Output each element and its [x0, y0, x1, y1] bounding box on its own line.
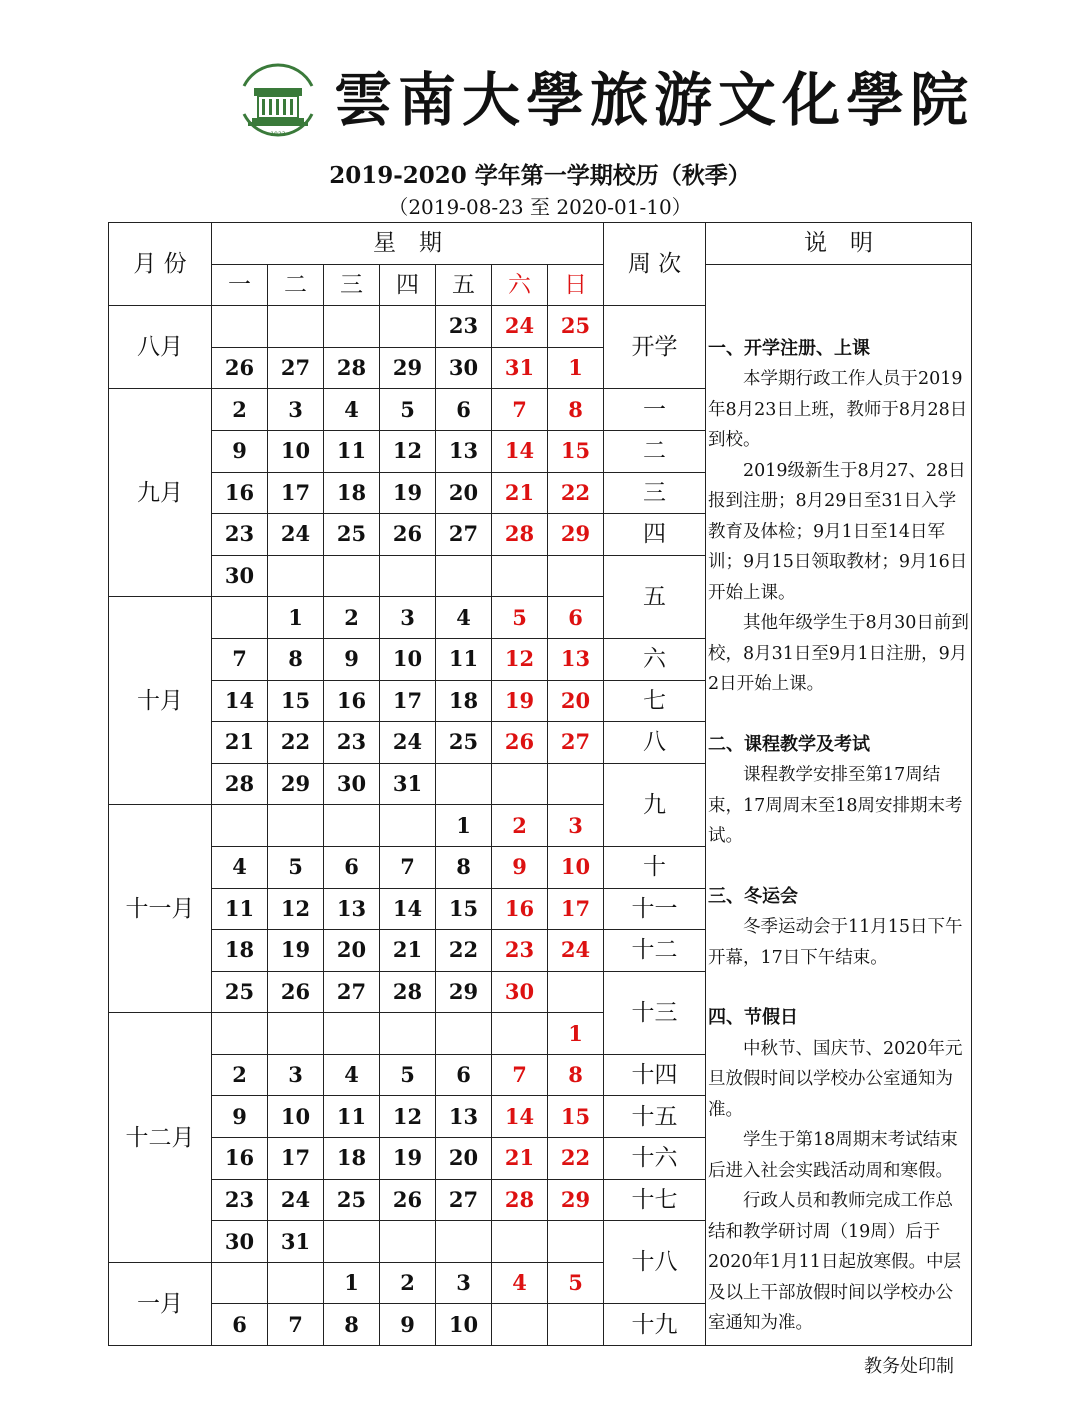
day-cell: 14	[380, 888, 436, 930]
day-cell	[492, 1221, 548, 1263]
day-cell	[548, 763, 604, 805]
day-cell: 26	[380, 1179, 436, 1221]
week-number: 六	[604, 638, 706, 680]
day-cell: 31	[380, 763, 436, 805]
day-cell: 3	[268, 389, 324, 431]
day-cell: 28	[212, 763, 268, 805]
week-number: 四	[604, 514, 706, 556]
notes-section-title: 一、开学注册、上课	[708, 337, 870, 359]
weekday-header-row	[109, 264, 972, 306]
day-cell: 19	[268, 930, 324, 972]
week-number: 二	[604, 430, 706, 472]
day-cell: 13	[436, 430, 492, 472]
day-cell: 8	[268, 638, 324, 680]
day-cell: 26	[268, 971, 324, 1013]
weekday-header: 五	[436, 264, 492, 306]
notes-paragraph: 课程教学安排至第17周结束，17周周末至18周安排期末考试。	[708, 765, 963, 847]
day-cell: 2	[212, 1054, 268, 1096]
day-cell: 15	[268, 680, 324, 722]
day-cell: 15	[548, 430, 604, 472]
day-cell	[324, 805, 380, 847]
day-cell: 14	[492, 1096, 548, 1138]
weekday-header: 一	[212, 264, 268, 306]
day-cell: 8	[548, 1054, 604, 1096]
day-cell: 5	[380, 1054, 436, 1096]
day-cell: 26	[212, 347, 268, 389]
day-cell: 5	[548, 1262, 604, 1304]
day-cell: 11	[324, 1096, 380, 1138]
day-cell: 2	[212, 389, 268, 431]
day-cell: 13	[548, 638, 604, 680]
day-cell: 1	[436, 805, 492, 847]
day-cell: 29	[548, 1179, 604, 1221]
day-cell: 4	[492, 1262, 548, 1304]
day-cell: 25	[324, 1179, 380, 1221]
day-cell	[548, 555, 604, 597]
week-number: 十六	[604, 1138, 706, 1180]
day-cell: 28	[492, 514, 548, 556]
day-cell: 31	[268, 1221, 324, 1263]
week-number: 五	[604, 555, 706, 638]
day-cell: 14	[212, 680, 268, 722]
day-cell: 21	[492, 1138, 548, 1180]
day-cell: 8	[548, 389, 604, 431]
date-range: （2019-08-23 至 2020-01-10）	[388, 195, 692, 219]
day-cell: 9	[212, 430, 268, 472]
school-calendar-table	[108, 222, 972, 1346]
day-cell: 7	[492, 389, 548, 431]
day-cell: 28	[324, 347, 380, 389]
month-label: 十二月	[109, 1013, 212, 1263]
day-cell: 21	[380, 930, 436, 972]
notes-paragraph: 行政人员和教师完成工作总结和教学研讨周（19周）后于2020年1月11日起放寒假。中层及以上干部放假时间以学校办公室通知为准。	[708, 1191, 961, 1334]
day-cell	[268, 1013, 324, 1055]
day-cell	[212, 306, 268, 348]
day-cell: 3	[268, 1054, 324, 1096]
week-number: 一	[604, 389, 706, 431]
day-cell: 7	[380, 846, 436, 888]
day-cell: 23	[492, 930, 548, 972]
day-cell: 16	[324, 680, 380, 722]
weekday-header: 三	[324, 264, 380, 306]
day-cell: 24	[268, 1179, 324, 1221]
day-cell: 10	[436, 1304, 492, 1346]
day-cell: 25	[436, 722, 492, 764]
day-cell: 25	[324, 514, 380, 556]
week-number: 十四	[604, 1054, 706, 1096]
day-cell: 26	[492, 722, 548, 764]
day-cell: 20	[324, 930, 380, 972]
day-cell: 24	[380, 722, 436, 764]
day-cell	[212, 1013, 268, 1055]
calendar-row	[109, 306, 972, 348]
day-cell: 24	[268, 514, 324, 556]
day-cell	[436, 1013, 492, 1055]
day-cell	[268, 805, 324, 847]
notes-paragraph: 本学期行政工作人员于2019年8月23日上班，教师于8月28日到校。	[708, 369, 968, 451]
day-cell	[380, 555, 436, 597]
day-cell: 25	[212, 971, 268, 1013]
day-cell: 5	[268, 846, 324, 888]
day-cell: 4	[436, 597, 492, 639]
day-cell: 3	[436, 1262, 492, 1304]
page-title: 2019-2020 学年第一学期校历（秋季）	[329, 162, 751, 189]
week-number: 八	[604, 722, 706, 764]
day-cell: 24	[548, 930, 604, 972]
day-cell: 20	[436, 472, 492, 514]
notes-paragraph: 2019级新生于8月27、28日报到注册；8月29日至31日入学教育及体检；9月1日至14日军训；9月15日领取教材；9月16日开始上课。	[708, 460, 968, 603]
day-cell: 27	[436, 1179, 492, 1221]
weekday-header: 日	[548, 264, 604, 306]
month-label: 十一月	[109, 805, 212, 1013]
day-cell: 20	[548, 680, 604, 722]
day-cell: 9	[212, 1096, 268, 1138]
day-cell: 29	[380, 347, 436, 389]
day-cell: 6	[548, 597, 604, 639]
day-cell: 1	[548, 1013, 604, 1055]
notes-paragraph: 冬季运动会于11月15日下午开幕，17日下午结束。	[708, 917, 963, 968]
day-cell	[268, 555, 324, 597]
day-cell: 17	[268, 472, 324, 514]
day-cell: 4	[324, 389, 380, 431]
day-cell: 23	[324, 722, 380, 764]
day-cell: 12	[380, 1096, 436, 1138]
day-cell	[268, 306, 324, 348]
day-cell: 11	[324, 430, 380, 472]
day-cell	[212, 1262, 268, 1304]
day-cell	[492, 763, 548, 805]
day-cell: 12	[380, 430, 436, 472]
day-cell: 25	[548, 306, 604, 348]
day-cell: 23	[212, 514, 268, 556]
day-cell: 2	[324, 597, 380, 639]
day-cell: 22	[548, 1138, 604, 1180]
day-cell	[380, 306, 436, 348]
day-cell: 11	[212, 888, 268, 930]
day-cell: 17	[548, 888, 604, 930]
day-cell: 12	[492, 638, 548, 680]
notes-section-title: 四、节假日	[708, 1007, 798, 1029]
day-cell: 12	[268, 888, 324, 930]
day-cell: 6	[324, 846, 380, 888]
day-cell	[324, 1013, 380, 1055]
day-cell: 7	[212, 638, 268, 680]
day-cell: 10	[268, 430, 324, 472]
day-cell: 8	[324, 1304, 380, 1346]
day-cell: 6	[212, 1304, 268, 1346]
week-number: 七	[604, 680, 706, 722]
day-cell: 30	[212, 1221, 268, 1263]
day-cell: 2	[380, 1262, 436, 1304]
school-name: 雲南大學旅游文化學院	[334, 66, 975, 134]
day-cell	[492, 555, 548, 597]
day-cell: 1	[324, 1262, 380, 1304]
page-header	[230, 52, 975, 148]
day-cell: 27	[324, 971, 380, 1013]
university-seal-icon	[230, 52, 326, 148]
day-cell: 29	[548, 514, 604, 556]
day-cell: 15	[548, 1096, 604, 1138]
day-cell: 14	[492, 430, 548, 472]
day-cell: 22	[268, 722, 324, 764]
notes-paragraph: 学生于第18周期末考试结束后进入社会实践活动周和寒假。	[708, 1130, 958, 1181]
day-cell: 22	[548, 472, 604, 514]
day-cell: 21	[212, 722, 268, 764]
notes-column-header: 说 明	[706, 223, 972, 265]
week-number: 十二	[604, 930, 706, 972]
day-cell	[380, 1013, 436, 1055]
week-number: 开学	[604, 306, 706, 389]
day-cell: 30	[212, 555, 268, 597]
day-cell: 3	[380, 597, 436, 639]
day-cell: 13	[436, 1096, 492, 1138]
day-cell: 22	[436, 930, 492, 972]
day-cell: 1	[268, 597, 324, 639]
month-label: 十月	[109, 597, 212, 805]
day-cell: 15	[436, 888, 492, 930]
day-cell	[436, 763, 492, 805]
day-cell: 19	[492, 680, 548, 722]
weekday-header: 二	[268, 264, 324, 306]
day-cell: 3	[548, 805, 604, 847]
day-cell: 10	[548, 846, 604, 888]
day-cell: 4	[212, 846, 268, 888]
day-cell	[548, 971, 604, 1013]
day-cell	[212, 597, 268, 639]
day-cell: 28	[380, 971, 436, 1013]
notes-section-title: 二、课程教学及考试	[708, 733, 870, 755]
week-column-header: 周 次	[604, 223, 706, 306]
month-label: 八月	[109, 306, 212, 389]
day-cell: 20	[436, 1138, 492, 1180]
week-number: 十一	[604, 888, 706, 930]
week-number: 九	[604, 763, 706, 846]
day-cell: 30	[436, 347, 492, 389]
day-cell	[268, 1262, 324, 1304]
notes-paragraph: 中秋节、国庆节、2020年元旦放假时间以学校办公室通知为准。	[708, 1038, 963, 1120]
day-cell: 16	[492, 888, 548, 930]
day-cell: 16	[212, 1138, 268, 1180]
day-cell: 8	[436, 846, 492, 888]
day-cell: 6	[436, 1054, 492, 1096]
week-number: 十五	[604, 1096, 706, 1138]
week-number: 十	[604, 846, 706, 888]
week-number: 十三	[604, 971, 706, 1054]
day-cell	[548, 1304, 604, 1346]
day-cell: 9	[324, 638, 380, 680]
month-label: 九月	[109, 389, 212, 597]
notes-header-spacer	[706, 264, 972, 306]
day-cell: 19	[380, 1138, 436, 1180]
notes-section-title: 三、冬运会	[708, 885, 798, 907]
day-cell: 18	[436, 680, 492, 722]
day-cell	[324, 555, 380, 597]
day-cell: 30	[492, 971, 548, 1013]
day-cell	[436, 555, 492, 597]
day-cell: 21	[492, 472, 548, 514]
weekday-header: 四	[380, 264, 436, 306]
day-cell: 7	[268, 1304, 324, 1346]
day-cell: 18	[324, 472, 380, 514]
day-cell: 18	[324, 1138, 380, 1180]
day-cell	[380, 1221, 436, 1263]
day-cell	[548, 1221, 604, 1263]
day-cell: 24	[492, 306, 548, 348]
day-cell: 28	[492, 1179, 548, 1221]
day-cell: 19	[380, 472, 436, 514]
day-cell: 6	[436, 389, 492, 431]
day-cell: 27	[268, 347, 324, 389]
day-cell: 10	[268, 1096, 324, 1138]
day-cell: 30	[324, 763, 380, 805]
day-cell: 2	[492, 805, 548, 847]
month-label: 一月	[109, 1262, 212, 1345]
day-cell: 26	[380, 514, 436, 556]
day-cell	[212, 805, 268, 847]
day-cell	[324, 306, 380, 348]
day-cell	[380, 805, 436, 847]
day-cell: 1	[548, 347, 604, 389]
day-cell	[492, 1304, 548, 1346]
week-number: 十八	[604, 1221, 706, 1304]
week-number: 三	[604, 472, 706, 514]
day-cell: 23	[436, 306, 492, 348]
week-number: 十九	[604, 1304, 706, 1346]
day-cell: 9	[492, 846, 548, 888]
day-cell: 29	[268, 763, 324, 805]
day-cell	[436, 1221, 492, 1263]
day-cell: 7	[492, 1054, 548, 1096]
day-cell: 17	[380, 680, 436, 722]
calendar-body	[109, 223, 972, 1346]
day-cell: 17	[268, 1138, 324, 1180]
notes-paragraph: 其他年级学生于8月30日前到校，8月31日至9月1日注册，9月2日开始上课。	[708, 613, 969, 695]
day-cell	[324, 1221, 380, 1263]
weekday-header: 六	[492, 264, 548, 306]
day-cell: 13	[324, 888, 380, 930]
month-column-header: 月 份	[109, 223, 212, 306]
day-cell: 10	[380, 638, 436, 680]
day-cell: 18	[212, 930, 268, 972]
day-cell: 9	[380, 1304, 436, 1346]
day-cell: 16	[212, 472, 268, 514]
day-cell: 31	[492, 347, 548, 389]
day-cell: 27	[548, 722, 604, 764]
weekday-group-header: 星 期	[212, 223, 604, 265]
day-cell: 23	[212, 1179, 268, 1221]
day-cell: 27	[436, 514, 492, 556]
day-cell: 11	[436, 638, 492, 680]
day-cell: 4	[324, 1054, 380, 1096]
day-cell	[492, 1013, 548, 1055]
week-number: 十七	[604, 1179, 706, 1221]
notes-cell	[706, 306, 972, 1346]
day-cell: 5	[492, 597, 548, 639]
day-cell: 5	[380, 389, 436, 431]
day-cell: 29	[436, 971, 492, 1013]
svg-text:1923: 1923	[270, 131, 286, 138]
footer-printer: 教务处印制	[864, 1356, 954, 1377]
